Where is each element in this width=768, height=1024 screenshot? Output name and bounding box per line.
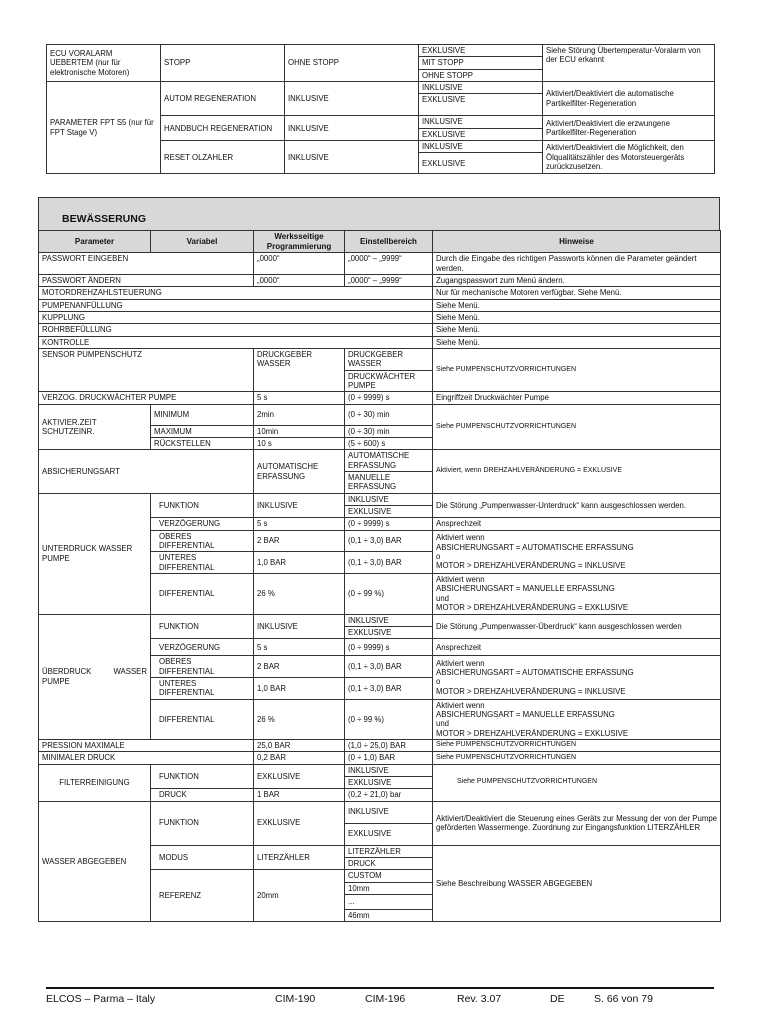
variable-cell: MINIMUM [151,404,254,425]
variable-cell: OBERES DIFFERENTIAL [151,656,254,678]
hint-cell: Siehe Menü. [433,324,721,336]
factory-cell: EXKLUSIVE [254,764,345,789]
range-cell: 10mm [345,882,433,894]
footer-doc-code-1: CIM-190 [275,993,316,1005]
hint-cell: Aktiviert/Deaktiviert die Steuerung eines Geräts zur Messung der von der Pumpe geförderten Wassermenge. Zuordnung zur Eingangsfunktion LITERZÄHLER [433,801,721,845]
param-cell: MOTORDREHZAHLSTEUERUNG [39,287,433,299]
column-header-variable: Variabel [151,231,254,253]
hint-cell: Siehe Beschreibung WASSER ABGEGEBEN [433,845,721,922]
factory-cell: 2min [254,404,345,425]
param-cell: MINIMALER DRUCK [39,752,254,764]
range-cell: DRUCK [345,858,433,870]
factory-cell: AUTOMATISCHE ERFASSUNG [254,450,345,493]
hint-line: ABSICHERUNGSART = MANUELLE ERFASSUNG [436,709,615,719]
range-cell: MANUELLE ERFASSUNG [345,472,433,494]
table-row [39,253,721,275]
table-row [39,311,721,323]
hint-cell: Aktiviert/Deaktiviert die Möglichkeit, den Ölqualitätszähler des Motorsteuergeräts zurückzusetzen. [543,141,715,174]
variable-cell: FUNKTION [151,801,254,845]
range-cell: (0,2 ÷ 21,0) bar [345,789,433,801]
param-cell: PRESSION MAXIMALE [39,739,254,751]
table-row [39,614,721,626]
table-row [39,274,721,286]
hint-cell: Siehe PUMPENSCHUTZVORRICHTUNGEN [433,348,721,391]
hint-cell [433,656,721,699]
param-cell: WASSER ABGEGEBEN [39,801,151,922]
param-cell: KONTROLLE [39,336,433,348]
hint-line: Aktiviert wenn [436,575,485,585]
hint-line: und [436,593,450,603]
factory-cell: DRUCKGEBER WASSER [254,348,345,391]
hint-cell [433,574,721,614]
hint-cell: Siehe Menü. [433,299,721,311]
hint-cell: Siehe Menü. [433,336,721,348]
range-cell: INKLUSIVE [419,116,543,128]
factory-cell: INKLUSIVE [285,82,419,116]
table-row [39,764,721,776]
param-cell: UNTERDRUCK WASSER PUMPE [39,493,151,614]
factory-cell: 5 s [254,392,345,404]
variable-cell: RÜCKSTELLEN [151,438,254,450]
param-cell: AKTIVIER.ZEIT SCHUTZEINR. [39,404,151,450]
range-cell: MIT STOPP [419,57,543,69]
param-cell: VERZOG. DRUCKWÄCHTER PUMPE [39,392,254,404]
table-row [39,493,721,505]
range-cell: (0 ÷ 30) min [345,404,433,425]
footer-doc-code-2: CIM-196 [365,993,406,1005]
range-cell: DRUCKGEBER WASSER [345,348,433,370]
column-header-hint: Hinweise [433,231,721,253]
hint-cell: Ansprechzeit [433,639,721,656]
range-cell: INKLUSIVE [345,764,433,776]
range-cell: (5 ÷ 600) s [345,438,433,450]
section-title: BEWÄSSERUNG [62,213,147,225]
factory-cell: 1,0 BAR [254,677,345,699]
range-cell: 46mm [345,910,433,922]
hint-line: o [436,551,441,561]
table-row [39,299,721,311]
factory-cell: 26 % [254,699,345,739]
hint-cell: Eingriffzeit Druckwächter Pumpe [433,392,721,404]
range-cell: (0,1 ÷ 3,0) BAR [345,656,433,678]
factory-cell: 10min [254,425,345,437]
factory-cell: 5 s [254,518,345,530]
hint-line: ABSICHERUNGSART = MANUELLE ERFASSUNG [436,584,615,594]
range-cell: (0,1 ÷ 3,0) BAR [345,677,433,699]
hint-cell: Siehe PUMPENSCHUTZVORRICHTUNGEN [433,764,721,801]
range-cell: EXKLUSIVE [345,823,433,845]
range-cell: INKLUSIVE [345,493,433,505]
column-header-factory: Werksseitige Programmierung [254,231,345,253]
range-cell: EXKLUSIVE [419,94,543,116]
range-cell: (0 ÷ 99 %) [345,699,433,739]
footer-page-number: S. 66 von 79 [594,993,653,1005]
variable-cell: MAXIMUM [151,425,254,437]
param-cell: KUPPLUNG [39,311,433,323]
range-cell: (0 ÷ 9999) s [345,392,433,404]
variable-cell: VERZÖGERUNG [151,518,254,530]
param-cell: ECU VORALARM UEBERTEM (nur für elektronische Motoren) [47,45,161,82]
hint-cell: Zugangspasswort zum Menü ändern. [433,274,721,286]
factory-cell: 0,2 BAR [254,752,345,764]
range-cell: (0 ÷ 99 %) [345,574,433,614]
factory-cell: OHNE STOPP [285,45,419,82]
section-header [38,197,720,231]
hint-line: o [436,677,441,687]
hint-cell: Siehe Menü. [433,311,721,323]
table-row [39,287,721,299]
hint-cell: Durch die Eingabe des richtigen Passworts können die Parameter geändert werden. [433,253,721,275]
param-cell: ABSICHERUNGSART [39,450,254,493]
variable-cell: STOPP [161,45,285,82]
table-row [39,752,721,764]
table-row [39,801,721,823]
table-row [39,392,721,404]
range-cell: (0 ÷ 9999) s [345,639,433,656]
factory-cell: EXKLUSIVE [254,801,345,845]
range-cell: EXKLUSIVE [419,45,543,57]
hint-cell [433,699,721,739]
variable-cell: AUTOM REGENERATION [161,82,285,116]
table-row [39,404,721,425]
param-cell: PUMPENANFÜLLUNG [39,299,433,311]
variable-cell: UNTERES DIFFERENTIAL [151,552,254,574]
factory-cell: LITERZÄHLER [254,845,345,870]
range-cell: (1,0 ÷ 25,0) BAR [345,739,433,751]
page-footer [46,987,714,1009]
variable-cell: FUNKTION [151,493,254,518]
factory-cell: INKLUSIVE [285,141,419,174]
range-cell: EXKLUSIVE [419,153,543,174]
factory-cell: INKLUSIVE [254,614,345,639]
range-cell: LITERZÄHLER [345,845,433,857]
variable-cell: HANDBUCH REGENERATION [161,116,285,141]
table-row [39,739,721,751]
irrigation-parameter-table [38,230,721,922]
footer-company: ELCOS – Parma – Italy [46,993,156,1005]
param-cell: ÜBERDRUCK WASSER PUMPE [39,614,151,739]
variable-cell: OBERES DIFFERENTIAL [151,530,254,552]
factory-cell: 20mm [254,870,345,922]
variable-cell: UNTERES DIFFERENTIAL [151,677,254,699]
hint-line: Aktiviert wenn [436,658,485,668]
hint-line: MOTOR > DREHZAHLVERÄNDERUNG = EXKLUSIVE [436,603,629,613]
range-cell: EXKLUSIVE [345,776,433,788]
hint-cell: Siehe Störung Übertemperatur-Voralarm von der ECU erkannt [543,45,715,82]
range-cell: AUTOMATISCHE ERFASSUNG [345,450,433,472]
range-cell: (0 ÷ 9999) s [345,518,433,530]
table-row [39,324,721,336]
range-cell: INKLUSIVE [419,82,543,94]
variable-cell: FUNKTION [151,614,254,639]
range-cell: INKLUSIVE [345,614,433,626]
range-cell: INKLUSIVE [419,141,543,153]
factory-cell: 1,0 BAR [254,552,345,574]
range-cell: „0000“ – „9999“ [345,274,433,286]
table-row [47,82,715,94]
factory-cell: 1 BAR [254,789,345,801]
variable-cell: DIFFERENTIAL [151,699,254,739]
hint-line: ABSICHERUNGSART = AUTOMATISCHE ERFASSUNG [436,668,634,678]
hint-line: MOTOR > DREHZAHLVERÄNDERUNG = INKLUSIVE [436,686,626,696]
hint-line: Aktiviert wenn [436,533,485,543]
range-cell: (0 ÷ 1,0) BAR [345,752,433,764]
range-cell: EXKLUSIVE [345,626,433,638]
hint-line: ABSICHERUNGSART = AUTOMATISCHE ERFASSUNG [436,542,634,552]
variable-cell: DRUCK [151,789,254,801]
variable-cell: DIFFERENTIAL [151,574,254,614]
range-cell: CUSTOM [345,870,433,882]
param-cell: ROHRBEFÜLLUNG [39,324,433,336]
hint-cell: Die Störung „Pumpenwasser-Überdruck“ kann ausgeschlossen werden [433,614,721,639]
footer-language: DE [550,993,565,1005]
factory-cell: INKLUSIVE [285,116,419,141]
column-header-parameter: Parameter [39,231,151,253]
factory-cell: 26 % [254,574,345,614]
table-row [47,45,715,57]
param-cell: SENSOR PUMPENSCHUTZ [39,348,254,391]
range-cell: (0 ÷ 30) min [345,425,433,437]
variable-cell: RESET OLZAHLER [161,141,285,174]
top-parameter-table [46,44,715,174]
variable-cell: REFERENZ [151,870,254,922]
factory-cell: 2 BAR [254,656,345,678]
hint-cell: Siehe PUMPENSCHUTZVORRICHTUNGEN [433,404,721,450]
hint-cell: Siehe PUMPENSCHUTZVORRICHTUNGEN [433,752,721,764]
footer-revision: Rev. 3.07 [457,993,502,1005]
variable-cell: FUNKTION [151,764,254,789]
hint-line: MOTOR > DREHZAHLVERÄNDERUNG = EXKLUSIVE [436,728,629,738]
hint-line: und [436,719,450,729]
variable-cell: MODUS [151,845,254,870]
hint-cell: Die Störung „Pumpenwasser-Unterdruck“ kann ausgeschlossen werden. [433,493,721,518]
factory-cell: 5 s [254,639,345,656]
factory-cell: INKLUSIVE [254,493,345,518]
param-cell: PASSWORT ÄNDERN [39,274,254,286]
range-cell: OHNE STOPP [419,69,543,81]
hint-line: Aktiviert wenn [436,700,485,710]
hint-cell: Ansprechzeit [433,518,721,530]
table-row [39,336,721,348]
hint-cell [433,530,721,573]
factory-cell: „0000“ [254,274,345,286]
param-cell: FILTERREINIGUNG [39,764,151,801]
column-header-range: Einstellbereich [345,231,433,253]
param-cell: PARAMETER FPT S5 (nur für FPT Stage V) [47,82,161,174]
range-cell: „0000“ – „9999“ [345,253,433,275]
range-cell: EXKLUSIVE [345,506,433,518]
factory-cell: 2 BAR [254,530,345,552]
range-cell: (0,1 ÷ 3,0) BAR [345,530,433,552]
variable-cell: VERZÖGERUNG [151,639,254,656]
table-row [39,450,721,472]
hint-cell: Nur für mechanische Motoren verfügbar. Siehe Menü. [433,287,721,299]
hint-cell: Aktiviert/Deaktiviert die erzwungene Partikelfilter-Regeneration [543,116,715,141]
range-cell: INKLUSIVE [345,801,433,823]
hint-cell: Aktiviert, wenn DREHZAHLVERÄNDERUNG = EXKLUSIVE [433,450,721,493]
factory-cell: 10 s [254,438,345,450]
range-cell: ... [345,895,433,910]
table-header-row [39,231,721,253]
hint-cell: Siehe PUMPENSCHUTZVORRICHTUNGEN [433,739,721,751]
table-row [39,348,721,370]
range-cell: EXKLUSIVE [419,128,543,140]
range-cell: (0,1 ÷ 3,0) BAR [345,552,433,574]
param-cell: PASSWORT EINGEBEN [39,253,254,275]
factory-cell: „0000“ [254,253,345,275]
range-cell: DRUCKWÄCHTER PUMPE [345,370,433,392]
factory-cell: 25,0 BAR [254,739,345,751]
hint-line: MOTOR > DREHZAHLVERÄNDERUNG = INKLUSIVE [436,561,626,571]
hint-cell: Aktiviert/Deaktiviert die automatische Partikelfilter-Regeneration [543,82,715,116]
